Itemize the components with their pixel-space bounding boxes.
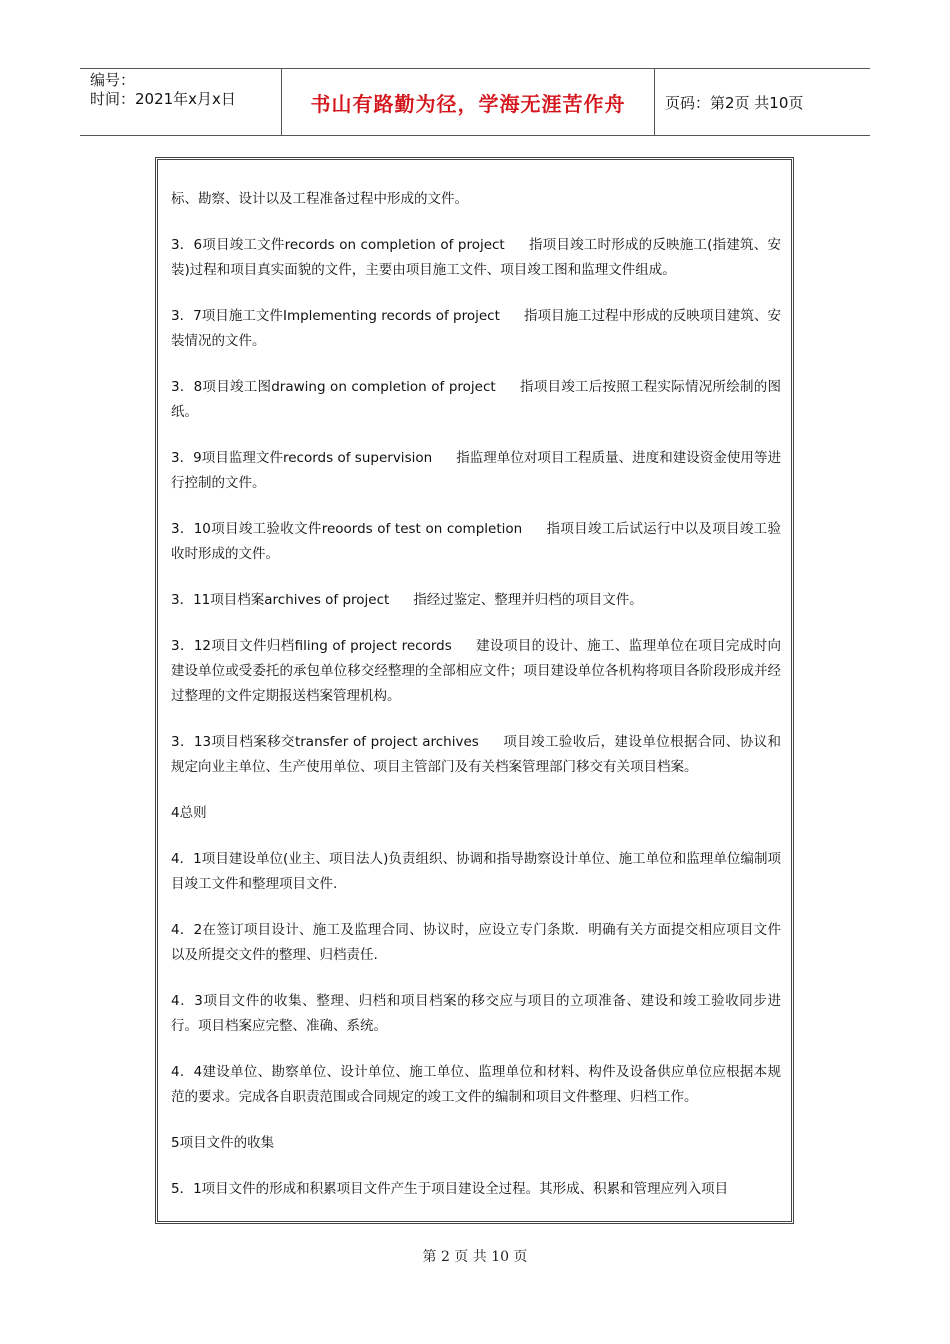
paragraph-text: 指项目施工过程中形成的反映项目建筑、安装情况的文件。 [171, 308, 782, 349]
term-heading: 3．13项目档案移交transfer of project archives [171, 734, 479, 750]
paragraph-text: 5．1项目文件的形成和积累项目文件产生于项目建设全过程。其形成、积累和管理应列入项目 [171, 1181, 729, 1197]
motto-text: 书山有路勤为径，学海无涯苦作舟 [282, 69, 655, 135]
paragraph-text: 指项目竣工时形成的反映施工(指建筑、安装)过程和项目真实面貌的文件，主要由项目施工文件、项目竣工图和监理文件组成。 [171, 237, 781, 278]
term-heading: 3．6项目竣工文件records on completion of project [171, 237, 505, 253]
content-frame [155, 157, 794, 1224]
content-paragraph [171, 1177, 781, 1202]
term-heading: 3．12项目文件归档filing of project records [171, 638, 452, 654]
paragraph-text: 5项目文件的收集 [171, 1135, 275, 1151]
content-paragraph [171, 446, 781, 496]
header-meta [80, 69, 282, 135]
content-paragraph [171, 375, 781, 425]
paragraph-text: 指经过鉴定、整理并归档的项目文件。 [413, 592, 643, 608]
term-heading: 3．9项目监理文件records of supervision [171, 450, 433, 466]
date-label: 时间：2021年x月x日 [90, 90, 236, 108]
term-heading: 3．8项目竣工图drawing on completion of project [171, 379, 496, 395]
paragraph-text: 指项目竣工后按照工程实际情况所绘制的图纸。 [171, 379, 782, 420]
paragraph-text: 指监理单位对项目工程质量、进度和建设资金使用等进行控制的文件。 [171, 450, 781, 491]
paragraph-text: 4．4建设单位、勘察单位、设计单位、施工单位、监理单位和材料、构件及设备供应单位应根据本规范的要求。完成各自职责范围或合同规定的竣工文件的编制和项目文件整理、归档工作。 [171, 1064, 781, 1105]
term-heading: 3．10项目竣工验收文件reoords of test on completion [171, 521, 523, 537]
content-paragraph [171, 1131, 781, 1156]
paragraph-text: 标、勘察、设计以及工程准备过程中形成的文件。 [171, 191, 468, 207]
paragraph-text: 4．1项目建设单位(业主、项目法人)负责组织、协调和指导勘察设计单位、施工单位和监理单位编制项目竣工文件和整理项目文件. [171, 851, 781, 892]
paragraph-text: 项目竣工验收后，建设单位根据合同、协议和规定向业主单位、生产使用单位、项目主管部门及有关档案管理部门移交有关项目档案。 [171, 734, 782, 775]
content-paragraph [171, 588, 781, 613]
serial-number-label: 编号： [90, 71, 136, 89]
content-body [171, 187, 781, 1223]
document-header [80, 68, 870, 136]
paragraph-text: 4．3项目文件的收集、整理、归档和项目档案的移交应与项目的立项准备、建设和竣工验收同步进行。项目档案应完整、准确、系统。 [171, 993, 781, 1034]
content-paragraph [171, 918, 781, 968]
paragraph-text: 建设项目的设计、施工、监理单位在项目完成时向建设单位或受委托的承包单位移交经整理的全部相应文件；项目建设单位各机构将项目各阶段形成并经过整理的文件定期报送档案管理机构。 [171, 638, 782, 704]
content-paragraph [171, 634, 781, 709]
content-paragraph [171, 989, 781, 1039]
paragraph-text: 指项目竣工后试运行中以及项目竣工验收时形成的文件。 [171, 521, 781, 562]
page-info: 页码：第2页 共10页 [665, 93, 804, 112]
content-paragraph [171, 517, 781, 567]
paragraph-text: 4．2在签订项目设计、施工及监理合同、协议时，应设立专门条欺．明确有关方面提交相应项目文件以及所提交文件的整理、归档责任. [171, 922, 781, 963]
term-heading: 3．11项目档案archives of project [171, 592, 390, 608]
paragraph-text: 4总则 [171, 805, 207, 821]
content-paragraph [171, 801, 781, 826]
content-paragraph [171, 1060, 781, 1110]
content-paragraph [171, 187, 781, 212]
content-paragraph [171, 730, 781, 780]
content-paragraph [171, 233, 781, 283]
term-heading: 3．7项目施工文件Implementing records of project [171, 308, 500, 324]
content-paragraph [171, 847, 781, 897]
page-footer: 第 2 页 共 10 页 [422, 1249, 528, 1265]
content-paragraph [171, 304, 781, 354]
